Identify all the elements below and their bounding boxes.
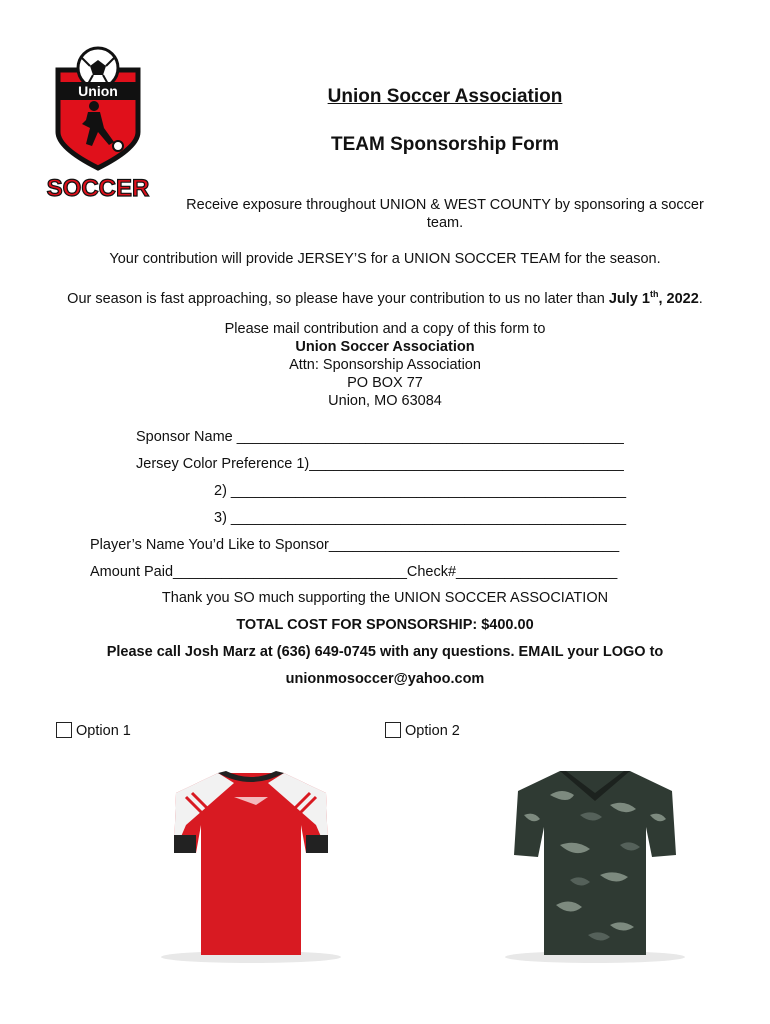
logo-top-text: Union (78, 83, 118, 99)
thanks-text: Thank you SO much supporting the UNION SOCCER ASSOCIATION (161, 590, 609, 606)
option-2[interactable] (385, 722, 460, 739)
jersey-color-pref-3-field[interactable]: 3) _________________________________________________ (214, 510, 627, 526)
option-2-label: Option 2 (405, 723, 460, 739)
camo-jersey-image (500, 765, 690, 965)
contact-email[interactable]: unionmosoccer@yahoo.com (285, 671, 485, 687)
season-text: Our season is fast approaching, so please have your contribution to us no later than July 1th, 2022. (67, 289, 703, 307)
page-title: Union Soccer Association (327, 86, 563, 107)
total-cost-text: TOTAL COST FOR SPONSORSHIP: $400.00 (236, 617, 534, 633)
page-subtitle: TEAM Sponsorship Form (331, 134, 559, 155)
sponsor-name-field[interactable]: Sponsor Name ________________________________________________ (136, 429, 624, 445)
logo-bottom-text: SOCCER (46, 175, 150, 202)
contact-text: Please call Josh Marz at (636) 649-0745 with any questions. EMAIL your LOGO to (106, 644, 664, 660)
intro-line-1: Receive exposure throughout UNION & WEST COUNTY by sponsoring a soccer (186, 197, 704, 213)
union-soccer-logo (46, 46, 150, 202)
amount-paid-field[interactable]: Amount Paid_____________________________Check#____________________ (90, 564, 618, 580)
mail-instruction: Please mail contribution and a copy of this form to (224, 321, 546, 337)
player-name-field[interactable]: Player’s Name You’d Like to Sponsor____________________________________ (90, 537, 620, 553)
option-1[interactable] (56, 722, 131, 739)
mail-org: Union Soccer Association (295, 339, 475, 355)
option-1-checkbox[interactable] (56, 722, 72, 738)
mailing-address (200, 320, 570, 410)
season-prefix: Our season is fast approaching, so please have your contribution to us no later than (67, 290, 609, 307)
option-2-checkbox[interactable] (385, 722, 401, 738)
intro-line-2: team. (426, 215, 464, 231)
deadline: July 1th, 2022 (608, 289, 699, 307)
mail-attn: Attn: Sponsorship Association (289, 357, 481, 373)
jersey-color-pref-2-field[interactable]: 2) _________________________________________________ (214, 483, 627, 499)
intro-paragraph (160, 196, 730, 232)
jersey-color-pref-1-field[interactable]: Jersey Color Preference 1)_______________________________________ (136, 456, 624, 472)
mail-city: Union, MO 63084 (328, 393, 442, 409)
option-1-label: Option 1 (76, 723, 131, 739)
mail-box: PO BOX 77 (347, 375, 423, 391)
contribution-text: Your contribution will provide JERSEY’S for a UNION SOCCER TEAM for the season. (109, 251, 661, 267)
red-jersey-image (156, 765, 346, 965)
